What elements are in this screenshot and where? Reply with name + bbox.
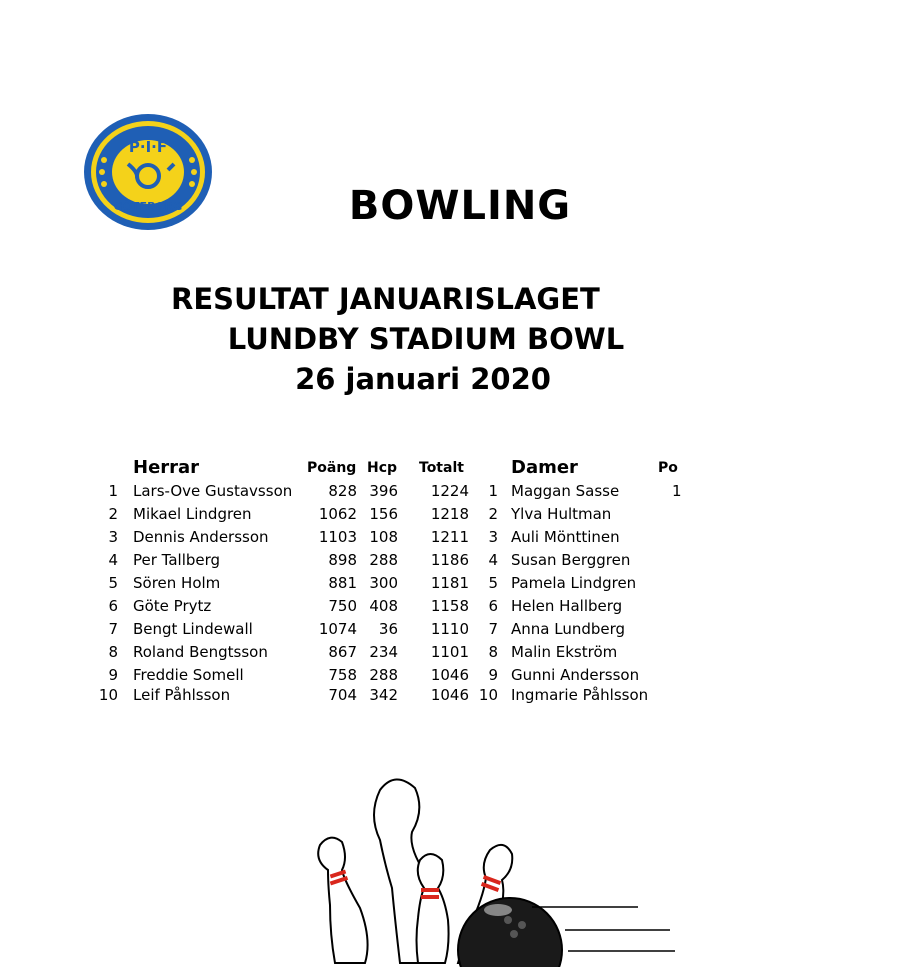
herrar-poang: 704 <box>328 686 357 704</box>
header-damer: Damer <box>511 457 578 478</box>
herrar-rank: 7 <box>108 620 118 638</box>
herrar-poang: 1062 <box>318 505 357 523</box>
herrar-hcp: 396 <box>369 482 398 500</box>
damer-name: Auli Mönttinen <box>511 528 620 546</box>
table-row <box>0 574 680 596</box>
damer-rank: 7 <box>488 620 498 638</box>
herrar-poang: 758 <box>328 666 357 684</box>
table-row <box>0 597 680 619</box>
damer-rank: 1 <box>488 482 498 500</box>
herrar-rank: 9 <box>108 666 118 684</box>
herrar-rank: 4 <box>108 551 118 569</box>
herrar-name: Per Tallberg <box>133 551 221 569</box>
herrar-hcp: 300 <box>369 574 398 592</box>
damer-rank: 8 <box>488 643 498 661</box>
herrar-name: Freddie Somell <box>133 666 244 684</box>
herrar-hcp: 108 <box>369 528 398 546</box>
damer-name: Helen Hallberg <box>511 597 623 615</box>
damer-rank: 4 <box>488 551 498 569</box>
table-row <box>0 620 680 642</box>
header-hcp: Hcp <box>367 460 398 476</box>
table-row <box>0 643 680 665</box>
damer-rank: 9 <box>488 666 498 684</box>
herrar-totalt: 1046 <box>430 666 469 684</box>
logo-bottom-text: GÖTEBORG <box>113 200 183 213</box>
damer-name: Gunni Andersson <box>511 666 640 684</box>
damer-rank: 6 <box>488 597 498 615</box>
logo-top-text: P·I·F <box>128 138 168 156</box>
damer-name: Ylva Hultman <box>511 505 612 523</box>
herrar-hcp: 288 <box>369 551 398 569</box>
herrar-hcp: 234 <box>369 643 398 661</box>
herrar-totalt: 1046 <box>430 686 469 704</box>
herrar-totalt: 1181 <box>430 574 469 592</box>
herrar-rank: 3 <box>108 528 118 546</box>
herrar-name: Bengt Lindewall <box>133 620 253 638</box>
herrar-totalt: 1101 <box>430 643 469 661</box>
header-totalt: Totalt <box>419 460 464 476</box>
herrar-name: Roland Bengtsson <box>133 643 268 661</box>
herrar-totalt: 1211 <box>430 528 469 546</box>
herrar-rank: 6 <box>108 597 118 615</box>
herrar-poang: 1074 <box>318 620 357 638</box>
herrar-rank: 1 <box>108 482 118 500</box>
damer-name: Anna Lundberg <box>511 620 626 638</box>
herrar-rank: 10 <box>98 686 118 704</box>
subtitle-venue: LUNDBY STADIUM BOWL <box>227 322 625 356</box>
subtitle-date: 26 januari 2020 <box>295 362 551 396</box>
damer-rank: 5 <box>488 574 498 592</box>
damer-name: Pamela Lindgren <box>511 574 637 592</box>
damer-poang: 1 <box>672 482 682 500</box>
damer-name: Ingmarie Påhlsson <box>511 686 649 704</box>
herrar-totalt: 1224 <box>430 482 469 500</box>
herrar-poang: 867 <box>328 643 357 661</box>
header-poang: Poäng <box>307 460 357 476</box>
herrar-name: Göte Prytz <box>133 597 212 615</box>
damer-name: Malin Ekström <box>511 643 618 661</box>
herrar-poang: 1103 <box>318 528 357 546</box>
herrar-totalt: 1110 <box>430 620 469 638</box>
herrar-name: Lars-Ove Gustavsson <box>133 482 293 500</box>
bowling-pins-illustration <box>300 770 680 963</box>
header-herrar: Herrar <box>133 457 200 478</box>
table-row <box>0 528 680 550</box>
damer-rank: 2 <box>488 505 498 523</box>
table-row <box>0 551 680 573</box>
table-row <box>0 666 680 688</box>
subtitle-event: RESULTAT JANUARISLAGET <box>171 282 600 316</box>
herrar-poang: 750 <box>328 597 357 615</box>
damer-name: Maggan Sasse <box>511 482 620 500</box>
damer-rank: 3 <box>488 528 498 546</box>
damer-rank: 10 <box>478 686 498 704</box>
herrar-hcp: 342 <box>369 686 398 704</box>
page-title: BOWLING <box>348 183 572 229</box>
table-row <box>0 686 680 708</box>
table-row <box>0 505 680 527</box>
header-poang-damer: Po <box>658 460 678 476</box>
herrar-totalt: 1218 <box>430 505 469 523</box>
herrar-poang: 828 <box>328 482 357 500</box>
herrar-poang: 881 <box>328 574 357 592</box>
herrar-name: Sören Holm <box>133 574 221 592</box>
damer-name: Susan Berggren <box>511 551 631 569</box>
herrar-rank: 2 <box>108 505 118 523</box>
herrar-hcp: 288 <box>369 666 398 684</box>
herrar-totalt: 1158 <box>430 597 469 615</box>
herrar-totalt: 1186 <box>430 551 469 569</box>
herrar-poang: 898 <box>328 551 357 569</box>
herrar-name: Dennis Andersson <box>133 528 269 546</box>
table-row <box>0 482 680 504</box>
herrar-rank: 5 <box>108 574 118 592</box>
herrar-hcp: 408 <box>369 597 398 615</box>
herrar-name: Leif Påhlsson <box>133 686 231 704</box>
herrar-hcp: 156 <box>369 505 398 523</box>
herrar-name: Mikael Lindgren <box>133 505 252 523</box>
herrar-hcp: 36 <box>378 620 398 638</box>
herrar-rank: 8 <box>108 643 118 661</box>
